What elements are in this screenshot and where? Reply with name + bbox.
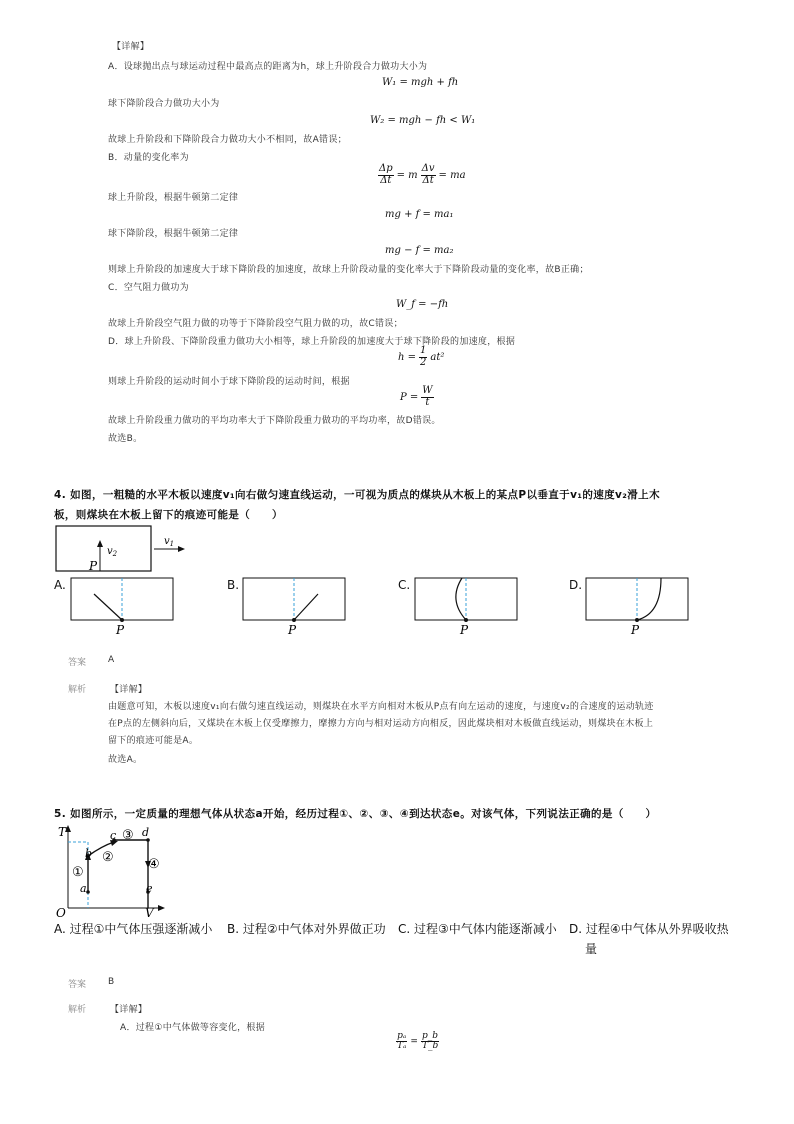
q3-line-d-end: 故球上升阶段重力做功的平均功率大于下降阶段重力做功的平均功率，故D错误。 (108, 416, 441, 426)
frac-w-t (421, 386, 433, 408)
frac-num: p_b (422, 1031, 439, 1041)
origin-label: O (56, 906, 66, 918)
v-axis-arrow (158, 905, 165, 911)
q5-answer-label: 答案 (68, 980, 87, 990)
q3-line-d: D．球上升阶段、下降阶段重力做功大小相等，球上升阶段的加速度大于球下降阶段的加速度，根据 (108, 337, 516, 347)
q4-option-d-figure[interactable] (583, 576, 693, 638)
q4-answer-value: A (108, 655, 115, 665)
process-1-label: ① (72, 865, 84, 880)
frac-num: Δv (421, 163, 435, 174)
q4-option-b-figure[interactable] (240, 576, 350, 638)
q4-option-c-letter[interactable]: C. (398, 578, 411, 592)
frac-den: Δt (380, 174, 392, 186)
frac-pa-ta (396, 1032, 407, 1052)
q4-analysis-line2: 在P点的左侧斜向后，又煤块在木板上仅受摩擦力，摩擦力方向与相对运动方向相反，因此煤块相对木板做直线运动，则煤块在木板上 (108, 719, 654, 729)
q5-option-d[interactable]: D. 过程④中气体从外界吸收热 (569, 922, 729, 936)
q4-option-a-figure[interactable] (68, 576, 178, 638)
p-label: P (460, 623, 469, 637)
frac-half (419, 346, 427, 368)
q4-analysis-label: 解析 (68, 685, 87, 695)
q3-eq-up: mg + f = ma₁ (385, 209, 454, 220)
frac-den: t (425, 396, 430, 408)
q4-answer-label: 答案 (68, 658, 87, 668)
q4-option-d-letter[interactable]: D. (569, 578, 583, 592)
frac-num: W (422, 385, 433, 396)
q3-eq-momentum-rate (378, 164, 466, 186)
frac-dp-dt (378, 164, 394, 186)
q3-eq-w2: W₂ = mgh − fh < W₁ (370, 115, 476, 126)
v1-label: $v_1$ (164, 536, 175, 548)
v1-arrowhead (178, 546, 185, 552)
v-axis-label: V (145, 906, 154, 918)
q5-analysis-header: 【详解】 (110, 1005, 148, 1015)
trace-curve (456, 578, 466, 620)
point-d-label: d (142, 826, 150, 839)
p-label: P (89, 559, 98, 573)
eq-lhs: h = (398, 351, 416, 363)
point-a-label: a (80, 882, 87, 895)
q5-tv-diagram (52, 822, 172, 918)
p-label: P (116, 623, 125, 637)
p-point (292, 618, 296, 622)
p-label: P (631, 623, 640, 637)
frac-dv-dt (421, 164, 436, 186)
frac-num: Δp (379, 163, 393, 174)
q3-eq-down: mg − f = ma₂ (385, 245, 454, 256)
t-axis-label: T (58, 825, 67, 839)
process-4-label: ④ (148, 857, 160, 872)
v2-label: $v_2$ (107, 546, 118, 558)
q3-eq-wf: W_f = −fh (396, 299, 449, 310)
q3-eq-h (398, 346, 444, 368)
q4-option-a-letter[interactable]: A. (54, 578, 66, 592)
q5-analysis-line1: A．过程①中气体做等容变化，根据 (120, 1023, 266, 1033)
process-3-label: ③ (122, 828, 134, 843)
p-label: P (288, 623, 297, 637)
eq-rhs: at² (430, 351, 445, 363)
q3-line-d-mid: 则球上升阶段的运动时间小于球下降阶段的运动时间，根据 (108, 377, 350, 387)
trace-line (94, 594, 122, 620)
q4-option-c-figure[interactable] (412, 576, 522, 638)
q5-eq-isochoric (396, 1032, 439, 1052)
q4-stem-line2: 板，则煤块在木板上留下的痕迹可能是（ ） (54, 509, 283, 521)
q3-eq-p (400, 386, 434, 408)
q3-eq-w1: W₁ = mgh + fh (382, 77, 459, 88)
frac-den: Δt (422, 174, 434, 186)
p-point (464, 618, 468, 622)
q4-board-figure (52, 525, 192, 575)
q5-option-d-cont: 量 (585, 942, 598, 956)
eq-lhs: P = (400, 391, 419, 403)
trace-line (294, 594, 318, 620)
q3-line-up-newton: 球上升阶段，根据牛顿第二定律 (108, 193, 239, 203)
q4-analysis-line1: 由题意可知，木板以速度v₁向右做匀速直线运动，则煤块在水平方向相对木板从P点有向左运动的速度，与速度v₂的合速度的运动轨迹 (108, 702, 654, 712)
q3-line-a-end: 故球上升阶段和下降阶段合力做功大小不相同，故A错误； (108, 135, 347, 145)
q4-analysis-line3: 留下的痕迹可能是A。 (108, 736, 199, 746)
q5-option-c[interactable]: C. 过程③中气体内能逐渐减小 (398, 922, 557, 936)
point-b-label: b (85, 847, 93, 860)
point-e-label: e (146, 882, 153, 895)
frac-pb-tb (421, 1032, 439, 1052)
q3-line-down: 球下降阶段合力做功大小为 (108, 99, 220, 109)
eq-mid: = m (396, 169, 418, 181)
q5-analysis-label: 解析 (68, 1005, 87, 1015)
q3-detail-header: 【详解】 (112, 42, 150, 52)
q3-conclusion: 故选B。 (108, 434, 143, 444)
frac-den: Tₐ (397, 1041, 407, 1052)
p-point (120, 618, 124, 622)
q3-line-c-end: 故球上升阶段空气阻力做的功等于下降阶段空气阻力做的功，故C错误； (108, 319, 403, 329)
trace-curve (637, 578, 661, 620)
q3-line-a: A．设球抛出点与球运动过程中最高点的距离为h，球上升阶段合力做功大小为 (108, 62, 428, 72)
q5-stem: 5. 如图所示，一定质量的理想气体从状态a开始，经历过程①、②、③、④到达状态e。对该气体，下列说法正确的是（ ） (54, 808, 657, 820)
point-a (86, 890, 90, 894)
q3-line-down-newton: 球下降阶段，根据牛顿第二定律 (108, 229, 239, 239)
v2-arrowhead (97, 540, 103, 547)
frac-num: 1 (420, 345, 427, 356)
q4-option-b-letter[interactable]: B. (227, 578, 240, 592)
q4-analysis-conclusion: 故选A。 (108, 755, 143, 765)
frac-den: T_b (421, 1041, 439, 1052)
q5-answer-value: B (108, 977, 115, 987)
q3-line-c: C．空气阻力做功为 (108, 283, 189, 293)
frac-den: 2 (420, 356, 427, 368)
process-2-label: ② (102, 850, 114, 865)
eq-sign: = (410, 1036, 418, 1047)
q5-option-a[interactable]: A. 过程①中气体压强逐渐减小 (54, 922, 213, 936)
point-c-label: c (110, 829, 117, 842)
board-rect (56, 526, 151, 571)
p-point (635, 618, 639, 622)
q4-analysis-header: 【详解】 (110, 685, 148, 695)
frac-num: pₐ (397, 1031, 407, 1041)
q4-stem-line1: 4. 如图，一粗糙的水平木板以速度v₁向右做匀速直线运动，一可视为质点的煤块从木板上的某点P以垂直于v₁的速度v₂滑上木 (54, 489, 660, 501)
q3-line-b: B．动量的变化率为 (108, 153, 189, 163)
q3-line-b-end: 则球上升阶段的加速度大于球下降阶段的加速度，故球上升阶段动量的变化率大于下降阶段动量的变化率，故B正确； (108, 265, 589, 275)
eq-end: = ma (438, 169, 466, 181)
q5-option-b[interactable]: B. 过程②中气体对外界做正功 (227, 922, 386, 936)
